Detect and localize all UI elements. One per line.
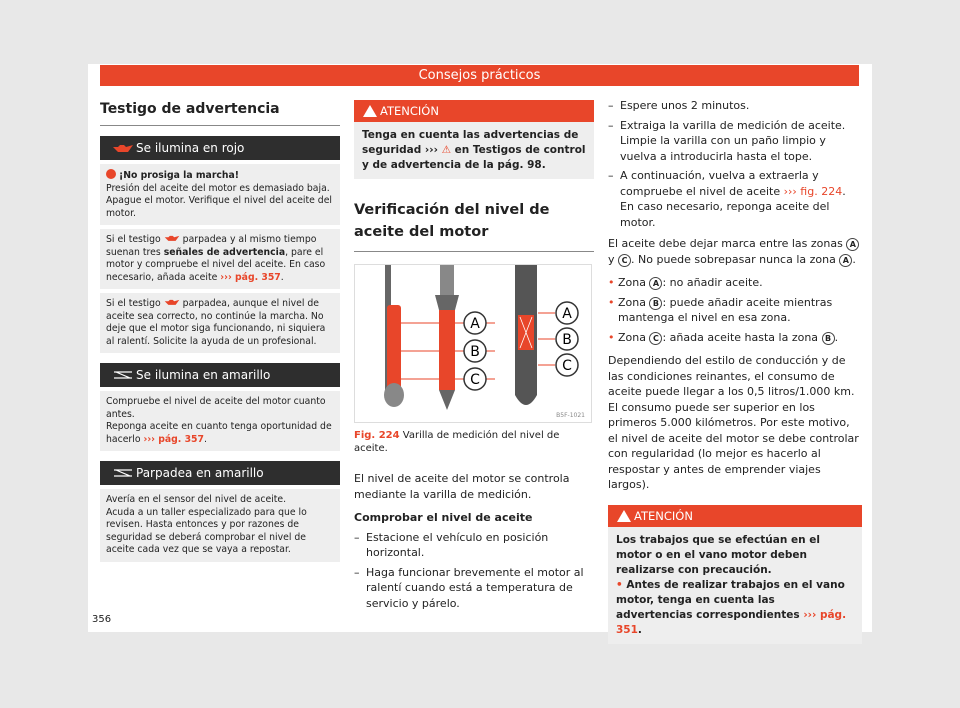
step-check bbox=[608, 168, 862, 230]
bullet-dot: • bbox=[616, 578, 623, 591]
zone-a-item bbox=[608, 275, 862, 291]
zone-label-c: C bbox=[562, 358, 572, 374]
middle-column bbox=[354, 100, 594, 615]
yellow-bar-label: Se ilumina en amarillo bbox=[136, 368, 271, 382]
oil-level-icon bbox=[112, 370, 134, 380]
red-text-1: Presión del aceite del motor es demasiado baja. Apague el motor. Verifique el nivel del aceite del motor. bbox=[106, 182, 333, 219]
red-bar bbox=[100, 136, 340, 160]
yellow-text-2: Reponga aceite en cuanto tenga oportunidad de hacerlo bbox=[106, 421, 332, 445]
zone-b-item bbox=[608, 295, 862, 326]
attention-text-b: en Testigos de control y de advertencia de la pág. 98. bbox=[362, 144, 586, 171]
yellow-block: Compruebe el nivel de aceite del motor cuanto antes. Reponga aceite en cuanto tenga oportunidad de hacerlo ››› pág. 357. bbox=[100, 391, 340, 451]
zone-c-label: Zona bbox=[618, 330, 646, 344]
page-ref-link[interactable]: ››› pág. 357 bbox=[143, 433, 204, 445]
right-column bbox=[608, 98, 862, 644]
zone-c-badge: C bbox=[618, 254, 631, 267]
blink-text-1: Avería en el sensor del nivel de aceite. bbox=[106, 494, 287, 505]
attention-text-a: Tenga en cuenta las advertencias de seguridad ››› bbox=[362, 129, 579, 156]
oil-can-icon bbox=[112, 143, 134, 153]
red-bar-label: Se ilumina en rojo bbox=[136, 141, 245, 155]
figure-ref-link[interactable]: ››› fig. 224 bbox=[783, 184, 843, 198]
yellow-bar bbox=[100, 363, 340, 387]
zone-a-badge: A bbox=[649, 277, 662, 290]
zone-label-b: B bbox=[562, 332, 572, 348]
zone-text: El aceite debe dejar marca entre las zonas A y C . No puede sobrepasar nunca la zona A . bbox=[608, 236, 862, 267]
warning-triangle-icon bbox=[617, 510, 631, 522]
step-extract: – Extraiga la varilla de medición de aceite. Limpie la varilla con un paño limpio y vuelva a introducirla hasta el tope. bbox=[608, 118, 862, 165]
red-block-3 bbox=[100, 293, 340, 353]
zone-a-desc: : no añadir aceite. bbox=[662, 276, 763, 289]
step-check-text-a: A continuación, vuelva a extraerla y compruebe el nivel de aceite bbox=[620, 169, 819, 198]
blink-block bbox=[100, 489, 340, 562]
zone-b-desc: : puede añadir aceite mientras mantenga el nivel en esa zona. bbox=[618, 295, 833, 324]
attention-text-1: Los trabajos que se efectúan en el motor o en el vano motor deben realizarse con precaución. bbox=[616, 533, 820, 576]
blink-text-2: Acuda a un taller especializado para que lo revisen. Hasta entonces y por razones de seguridad se deberá comprobar el nivel de aceite cada vez que se vaya a repostar. bbox=[106, 506, 307, 555]
zone-label-a: A bbox=[562, 306, 572, 322]
attention-label: ATENCIÓN bbox=[634, 508, 693, 523]
figure-caption-text: Varilla de medición del nivel de aceite. bbox=[354, 430, 560, 454]
dipstick-figure bbox=[354, 264, 592, 423]
warning-light-title: Testigo de advertencia bbox=[100, 94, 340, 126]
yellow-text-1: Compruebe el nivel de aceite del motor cuanto antes. bbox=[106, 396, 326, 420]
red-block-1 bbox=[100, 164, 340, 225]
zone-c-item: • Zona C : añada aceite hasta la zona B . bbox=[608, 330, 862, 346]
attention-text-2: Antes de realizar trabajos en el vano motor, tenga en cuenta las advertencias correspondientes bbox=[616, 578, 845, 621]
oil-intro-text: El nivel de aceite del motor se controla mediante la varilla de medición. bbox=[354, 472, 570, 501]
attention-body bbox=[354, 122, 594, 179]
zone-a-badge: A bbox=[846, 238, 859, 251]
red-text-2b: parpadea y al mismo tiempo suenan tres bbox=[106, 234, 317, 258]
step-wait: – Espere unos 2 minutos. bbox=[608, 98, 862, 114]
attention-header bbox=[608, 505, 862, 527]
manual-page bbox=[88, 64, 872, 636]
figure-code: B5F-1021 bbox=[556, 412, 585, 419]
zone-text-a: El aceite debe dejar marca entre las zonas bbox=[608, 237, 843, 250]
figure-caption bbox=[354, 429, 594, 455]
page-ref-link[interactable]: ››› pág. 357 bbox=[220, 271, 281, 283]
dipstick-illustration bbox=[355, 265, 591, 422]
zone-a-badge: A bbox=[839, 254, 852, 267]
oil-can-icon bbox=[164, 298, 180, 306]
oil-can-icon bbox=[106, 169, 116, 179]
blink-bar-label: Parpadea en amarillo bbox=[136, 466, 264, 480]
blink-bar bbox=[100, 461, 340, 485]
page-ref-link[interactable]: ››› pág. 351 bbox=[616, 608, 847, 636]
red-text-2c: , pare el motor y compruebe el nivel del aceite. En caso necesario, añada aceite bbox=[106, 246, 326, 283]
check-subtitle: Comprobar el nivel de aceite bbox=[354, 511, 533, 524]
red-text-3b: parpadea, aunque el nivel de aceite sea correcto, no continúe la marcha. No deje que el motor siga funcionando, ni siquiera al ralentí. Solicite la ayuda de un profesional. bbox=[106, 298, 326, 347]
zone-b-label: Zona bbox=[618, 295, 646, 309]
red-text-2a: Si el testigo bbox=[106, 234, 161, 245]
zone-label-a: A bbox=[470, 316, 480, 332]
attention-body: Los trabajos que se efectúan en el motor o en el vano motor deben realizarse con precaución. • Antes de realizar trabajos en el vano motor, tenga en cuenta las advertencias correspondientes ››› pág. 351. bbox=[608, 527, 862, 644]
red-text-2-bold: señales de advertencia bbox=[163, 246, 286, 258]
zone-c-desc: : añada aceite hasta la zona bbox=[662, 330, 819, 344]
oil-check-title: Verificación del nivel de aceite del motor bbox=[354, 199, 594, 252]
red-block-2: Si el testigo parpadea y al mismo tiempo suenan tres señales de advertencia, pare el motor y compruebe el nivel del aceite. En caso necesario, añada aceite ››› pág. 357. bbox=[100, 229, 340, 289]
zone-text-c: . No puede sobrepasar nunca la zona bbox=[631, 252, 836, 266]
zone-a-label: Zona bbox=[618, 276, 646, 289]
attention-label: ATENCIÓN bbox=[380, 104, 439, 118]
stop-heading: ¡No prosiga la marcha! bbox=[119, 170, 240, 181]
zone-text-b: y bbox=[608, 252, 615, 266]
left-column bbox=[100, 94, 340, 562]
zone-b-badge: B bbox=[649, 297, 662, 310]
step-check-text-b: . En caso necesario, reponga aceite del motor. bbox=[620, 184, 846, 229]
zone-label-b: B bbox=[470, 344, 480, 360]
oil-can-icon bbox=[164, 234, 180, 242]
red-text-3a: Si el testigo bbox=[106, 298, 161, 309]
zone-label-c: C bbox=[470, 372, 480, 388]
consumption-text: Dependiendo del estilo de conducción y de las condiciones reinantes, el consumo de aceite puede llegar a los 0,5 litros/1.000 km. El consumo puede ser superior en los primeros 5.000 kilómetros. Por este motivo, el nivel de aceite del motor se debe controlar con regularidad (lo mejor es hacerlo al respostar y antes de emprender viajes largos). bbox=[608, 354, 859, 491]
step-park: – Estacione el vehículo en posición horizontal. bbox=[354, 530, 594, 561]
section-header: Consejos prácticos bbox=[100, 65, 859, 86]
attention-header bbox=[354, 100, 594, 122]
oil-level-icon bbox=[112, 468, 134, 478]
page-number: 356 bbox=[92, 614, 112, 625]
warning-triangle-icon bbox=[363, 105, 377, 117]
zone-b-badge: B bbox=[822, 332, 835, 345]
step-run-engine: – Haga funcionar brevemente el motor al ralentí cuando está a temperatura de servicio y párelo. bbox=[354, 565, 594, 612]
figure-number: Fig. 224 bbox=[354, 430, 400, 441]
zone-c-badge: C bbox=[649, 332, 662, 345]
warning-triangle-icon: ⚠ bbox=[441, 144, 451, 156]
